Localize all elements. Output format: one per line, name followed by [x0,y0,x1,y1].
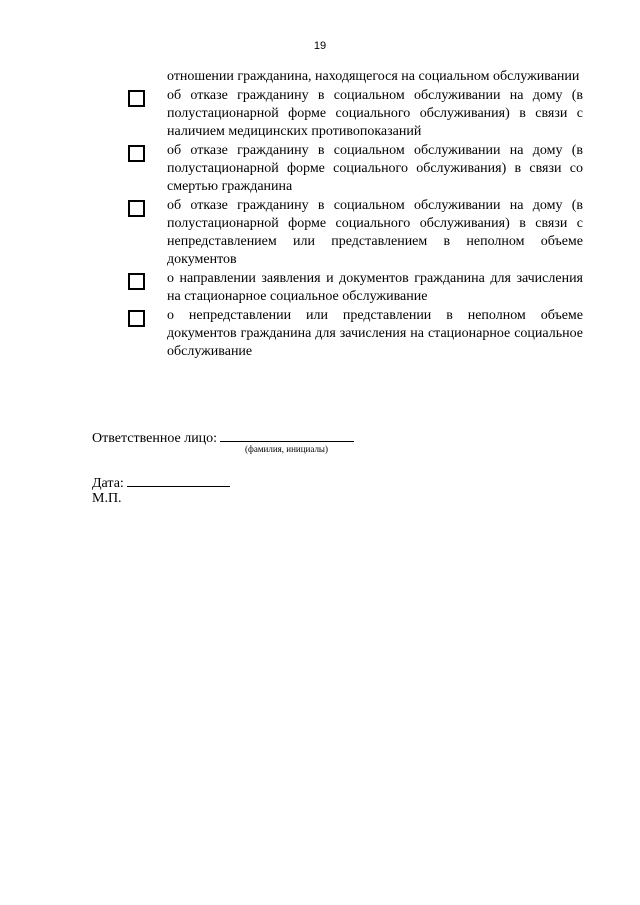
checkbox[interactable] [128,310,145,327]
checklist [0,68,640,361]
list-item [167,142,583,196]
list-item-text: об отказе гражданину в социальном обслуживании на дому (в полустационарной форме социального обслуживания) в связи с наличием медицинских противопоказаний [167,88,583,139]
list-item-text: об отказе гражданину в социальном обслуживании на дому (в полустационарной форме социального обслуживания) в связи со смертью гражданина [167,143,583,194]
date-line[interactable] [127,472,230,487]
checkbox[interactable] [128,90,145,107]
checkbox[interactable] [128,200,145,217]
signature-line[interactable] [220,427,354,442]
signature-hint: (фамилия, инициалы) [245,444,328,454]
signature-label: Ответственное лицо: [92,431,218,446]
list-item-text: об отказе гражданину в социальном обслуживании на дому (в полустационарной форме социального обслуживания) в связи с непредставлением или представлением в неполном объеме документов [167,198,583,267]
list-item-text: о непредставлении или представлении в неполном объеме документов гражданина для зачисления на стационарное социальное обслуживание [167,308,583,359]
checkbox[interactable] [128,145,145,162]
seal-label: М.П. [92,491,122,506]
list-item [167,270,583,306]
page-number: 19 [313,40,327,52]
checkbox[interactable] [128,273,145,290]
date-label: Дата: [92,476,124,491]
list-item [167,197,583,269]
list-item [167,87,583,141]
list-item [167,307,583,361]
continuation-text: отношении гражданина, находящегося на социальном обслуживании [167,69,580,84]
list-item-text: о направлении заявления и документов гражданина для зачисления на стационарное социальное обслуживание [167,271,583,304]
